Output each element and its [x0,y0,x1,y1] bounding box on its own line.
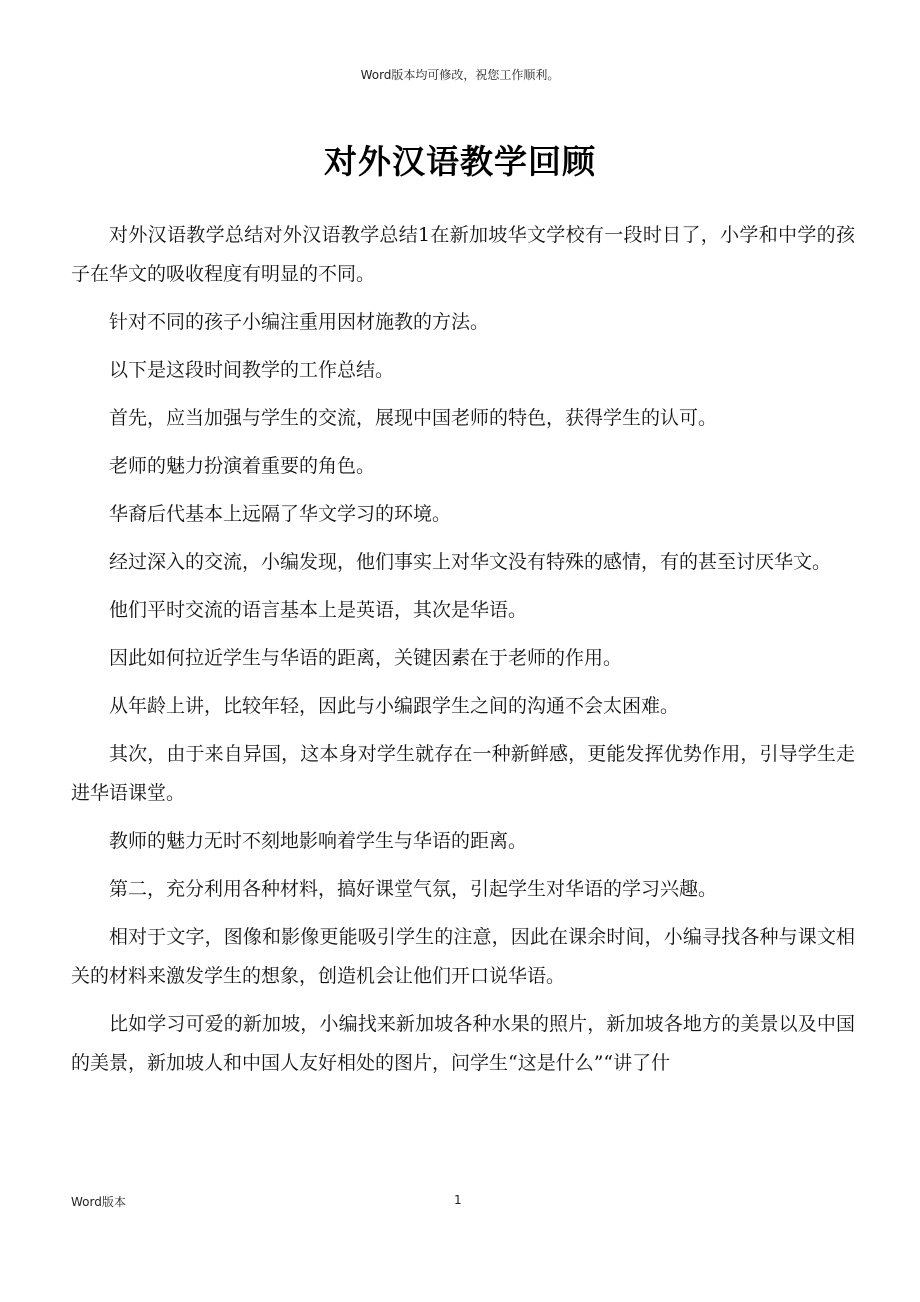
paragraph: 相对于文字，图像和影像更能吸引学生的注意，因此在课余时间，小编寻找各种与课文相关的材料来激发学生的想象，创造机会让他们开口说华语。 [71,926,855,987]
paragraph: 比如学习可爱的新加坡，小编找来新加坡各种水果的照片，新加坡各地方的美景以及中国的美景，新加坡人和中国人友好相处的图片，问学生“这是什么”“讲了什 [71,1013,855,1074]
paragraph: 华裔后代基本上远隔了华文学习的环境。 [109,503,452,525]
header-note: Word版本均可修改，祝您工作顺利。 [360,68,560,82]
paragraph: 教师的魅力无时不刻地影响着学生与华语的距离。 [109,830,528,852]
footer-label: Word版本 [71,1195,126,1209]
paragraph: 以下是这段时间教学的工作总结。 [109,359,395,381]
paragraph: 针对不同的孩子小编注重用因材施教的方法。 [109,311,490,333]
paragraph: 首先，应当加强与学生的交流，展现中国老师的特色，获得学生的认可。 [109,407,718,429]
document-body [71,216,855,1092]
paragraph: 老师的魅力扮演着重要的角色。 [109,455,376,477]
paragraph: 其次，由于来自异国，这本身对学生就存在一种新鲜感，更能发挥优势作用，引导学生走进华语课堂。 [71,743,855,804]
page-number: 1 [454,1193,462,1207]
paragraph: 因此如何拉近学生与华语的距离，关键因素在于老师的作用。 [109,647,623,669]
paragraph: 对外汉语教学总结对外汉语教学总结1在新加坡华文学校有一段时日了，小学和中学的孩子在华文的吸收程度有明显的不同。 [71,224,855,285]
paragraph: 从年龄上讲，比较年轻，因此与小编跟学生之间的沟通不会太困难。 [109,695,680,717]
page-title: 对外汉语教学回顾 [324,142,596,181]
paragraph: 他们平时交流的语言基本上是英语，其次是华语。 [109,599,528,621]
paragraph: 经过深入的交流，小编发现，他们事实上对华文没有特殊的感情，有的甚至讨厌华文。 [109,551,832,573]
paragraph: 第二，充分利用各种材料，搞好课堂气氛，引起学生对华语的学习兴趣。 [109,878,718,900]
